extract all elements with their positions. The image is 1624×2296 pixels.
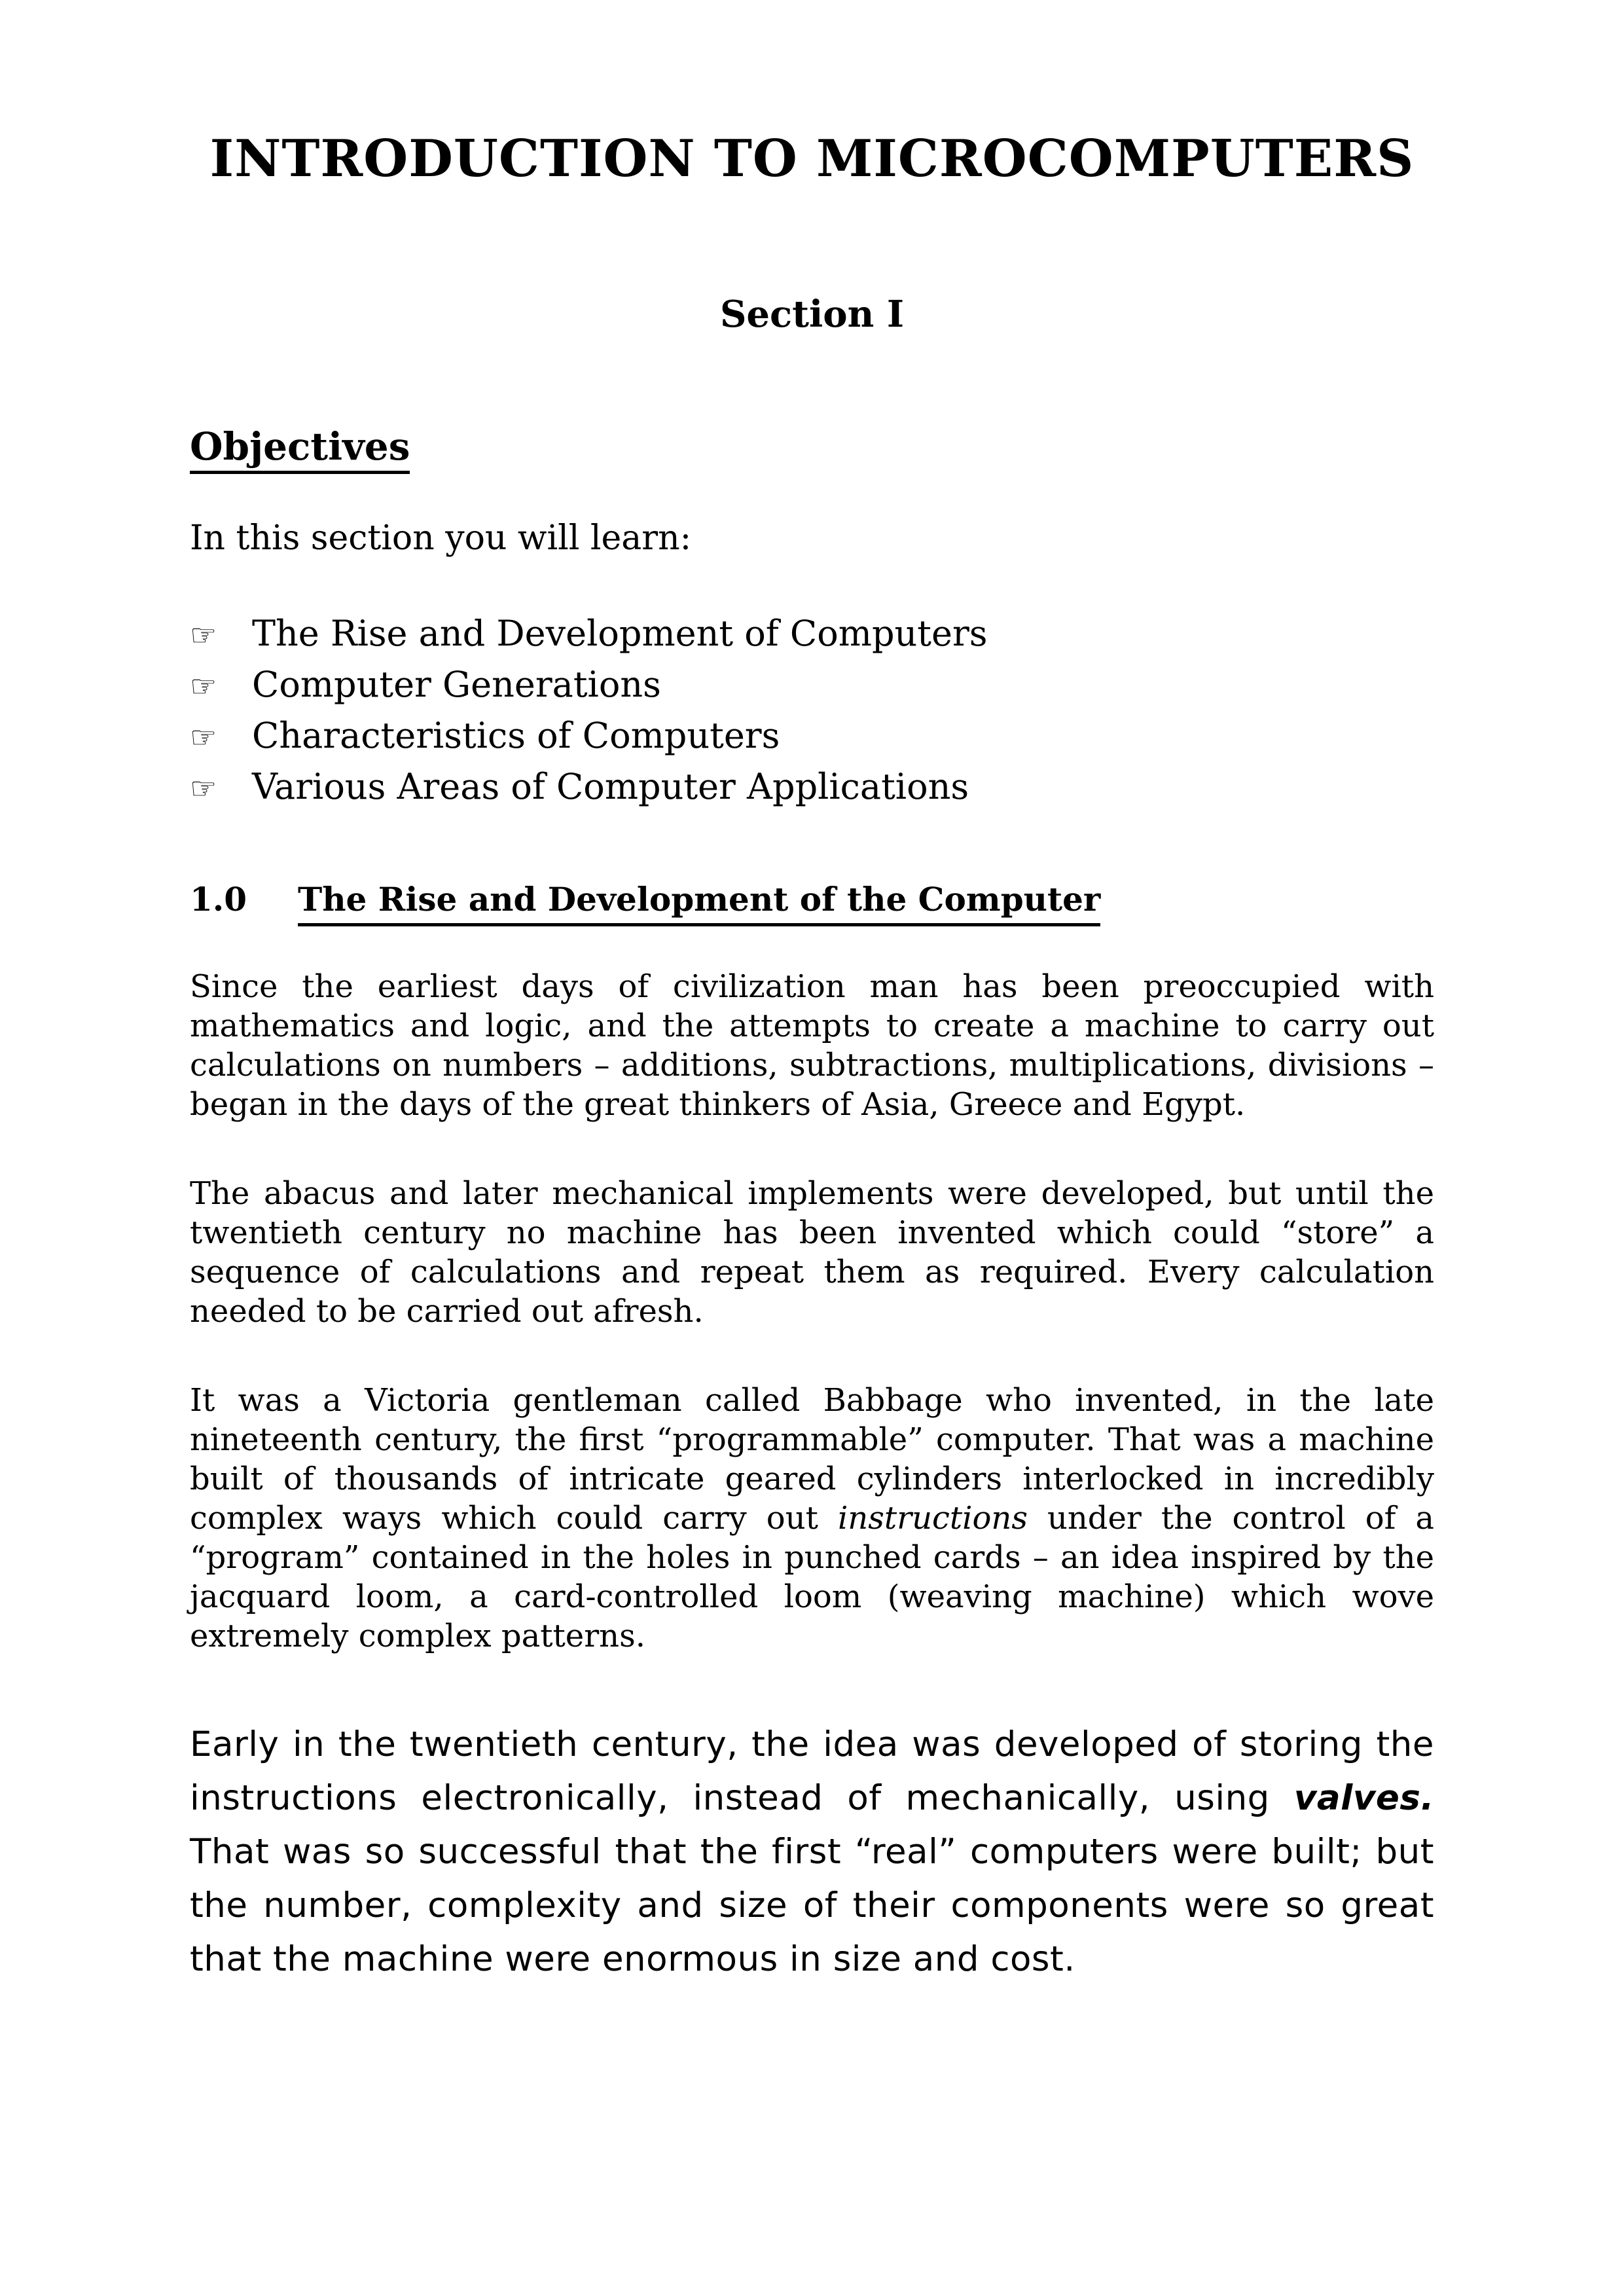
- paragraph-valves-text: Early in the twentieth century, the idea was developed of storing the instructions electronically, instead of mechanically, using: [190, 1724, 1434, 1818]
- valves-bold-text: valves.: [1293, 1778, 1434, 1818]
- list-item: [190, 609, 1434, 660]
- objective-label: Characteristics of Computers: [252, 715, 780, 756]
- list-item: [190, 762, 1434, 813]
- list-item: [190, 711, 1434, 762]
- objectives-list: [190, 609, 1434, 813]
- section-heading: Section I: [719, 293, 905, 336]
- instructions-italic-text: instructions: [837, 1500, 1028, 1537]
- objectives-heading: [190, 426, 1434, 474]
- paragraph-valves-text-cont: That was so successful that the first “real” computers were built; but the number, complexity and size of their components were so great that the machine were enormous in size and cost.: [190, 1832, 1434, 1979]
- objective-label: The Rise and Development of Computers: [252, 613, 988, 654]
- objective-label: Computer Generations: [252, 664, 661, 705]
- subsection-title: The Rise and Development of the Computer: [298, 879, 1100, 926]
- subsection-number: 1.0: [190, 880, 247, 919]
- pointing-hand-icon: ☞: [190, 617, 217, 653]
- pointing-hand-icon: ☞: [190, 668, 217, 704]
- paragraph-babbage-text-cont: under the control of a “program” contained in the holes in punched cards – an idea inspired by the jacquard loom, a card-controlled loom (weaving machine) which wove extremely complex patterns.: [190, 1500, 1435, 1654]
- list-item: [190, 660, 1434, 711]
- pointing-hand-icon: ☞: [190, 771, 217, 806]
- objective-label: Various Areas of Computer Applications: [252, 766, 969, 807]
- pointing-hand-icon: ☞: [190, 720, 217, 755]
- paragraph-abacus: The abacus and later mechanical implements were developed, but until the twentieth century no machine has been invented which could “store” a sequence of calculations and repeat them as required. Every calculation needed to be carried out afresh.: [190, 1175, 1434, 1330]
- paragraph-babbage: [190, 1381, 1434, 1656]
- document-title: INTRODUCTION TO MICROCOMPUTERS: [209, 129, 1415, 189]
- paragraph-rise-development: Since the earliest days of civilization man has been preoccupied with mathematics and logic, and the attempts to create a machine to carry out calculations on numbers – additions, subtractions, multiplications, divisions – began in the days of the great thinkers of Asia, Greece and Egypt.: [190, 968, 1434, 1123]
- objectives-heading-text: Objectives: [190, 426, 410, 474]
- paragraph-valves: [190, 1718, 1434, 1986]
- subsection-heading: [190, 879, 1434, 926]
- objectives-intro: In this section you will learn:: [190, 519, 692, 558]
- paragraph-babbage-text: It was a Victoria gentleman called Babbage who invented, in the late nineteenth century, the first “programmable” computer. That was a machine built of thousands of intricate geared cylinders interlocked in incredibly complex ways which could carry out: [190, 1382, 1434, 1537]
